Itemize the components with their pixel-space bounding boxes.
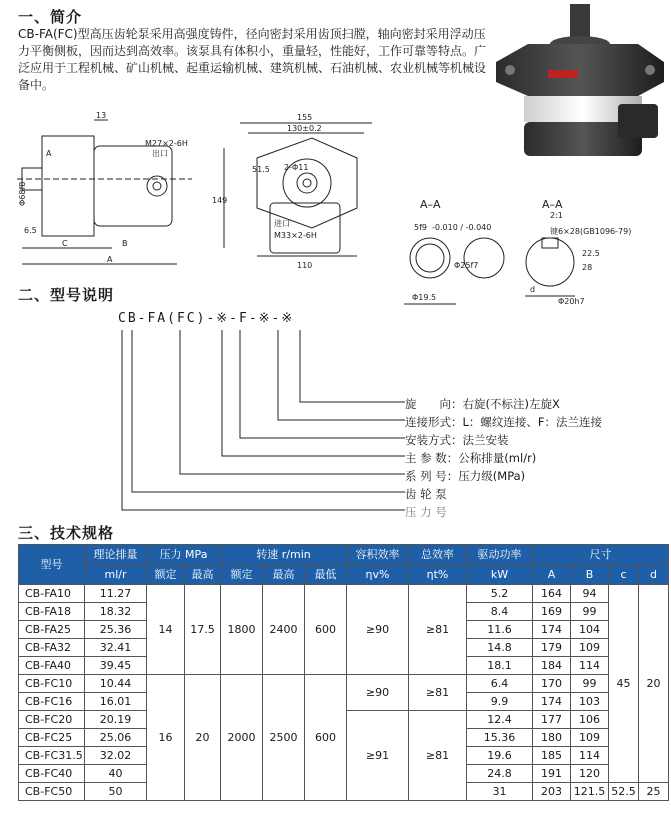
- th-n-rated: 额定: [221, 565, 263, 585]
- aa2-scale: 2:1: [550, 211, 563, 220]
- inlet-thread: M33×2-6H: [274, 231, 317, 240]
- th-tot-unit: ηt%: [409, 565, 467, 585]
- legend-connection: 连接形式：L：螺纹连接、F：法兰连接: [405, 415, 603, 429]
- aa2-shaft-dia: Φ20h7: [558, 297, 585, 306]
- aa2-d-label: d: [530, 285, 536, 294]
- table-cell: 52.5: [609, 783, 639, 801]
- th-pressure: 压力 MPa: [147, 545, 221, 565]
- table-cell: ≥90: [347, 585, 409, 675]
- model-code-leader-lines: [110, 330, 410, 520]
- pump-photo: [488, 4, 668, 164]
- table-cell: 50: [85, 783, 147, 801]
- table-cell: 114: [571, 747, 609, 765]
- table-cell: ≥81: [409, 585, 467, 675]
- th-n-max: 最高: [263, 565, 305, 585]
- legend-series: 系 列 号：压力级(MPa): [405, 469, 526, 483]
- dim-c: C: [62, 239, 68, 248]
- aa1-inner-dia: Φ19.5: [412, 293, 437, 302]
- table-cell: 191: [533, 765, 571, 783]
- th-vol-eff: 容积效率: [347, 545, 409, 565]
- table-cell: 25: [639, 783, 669, 801]
- table-cell: 174: [533, 621, 571, 639]
- table-cell: 14.8: [467, 639, 533, 657]
- dim-130: 130±0.2: [287, 124, 322, 133]
- th-n-min: 最低: [305, 565, 347, 585]
- table-cell: CB-FC40: [19, 765, 85, 783]
- table-cell: 169: [533, 603, 571, 621]
- aa2-dim-22-5: 22.5: [582, 249, 600, 258]
- legend-mounting: 安装方式：法兰安装: [405, 433, 509, 447]
- table-cell: ≥91: [347, 711, 409, 801]
- inlet-label: 进口: [274, 219, 290, 228]
- table-cell: 600: [305, 675, 347, 801]
- table-cell: 32.02: [85, 747, 147, 765]
- table-cell: CB-FC50: [19, 783, 85, 801]
- table-cell: 8.4: [467, 603, 533, 621]
- table-cell: 203: [533, 783, 571, 801]
- table-cell: 2400: [263, 585, 305, 675]
- th-disp: 理论排量: [85, 545, 147, 565]
- aa2-dim-28: 28: [582, 263, 593, 272]
- table-cell: 170: [533, 675, 571, 693]
- mount-hole: 2-Φ11: [284, 163, 309, 172]
- th-power-unit: kW: [467, 565, 533, 585]
- shaft-diameter: Φ68f8: [18, 181, 27, 206]
- th-model: 型号: [19, 545, 85, 585]
- technical-drawing: [12, 108, 492, 313]
- table-cell: 177: [533, 711, 571, 729]
- legend-main-param: 主 参 数：公称排量(ml/r): [405, 451, 537, 465]
- section-mark-a: A: [46, 149, 52, 158]
- table-cell: 94: [571, 585, 609, 603]
- section3-title: 三、技术规格: [18, 524, 115, 542]
- th-b: B: [571, 565, 609, 585]
- table-cell: 16: [147, 675, 185, 801]
- table-cell: 19.6: [467, 747, 533, 765]
- th-p-max: 最高: [185, 565, 221, 585]
- table-cell: CB-FA10: [19, 585, 85, 603]
- table-cell: 1800: [221, 585, 263, 675]
- dim-13: 13: [96, 111, 107, 120]
- table-cell: 18.32: [85, 603, 147, 621]
- spec-table: [18, 544, 669, 801]
- table-cell: 10.44: [85, 675, 147, 693]
- th-d: d: [639, 565, 669, 585]
- outlet-thread: M27×2-6H: [145, 139, 188, 148]
- table-cell: 39.45: [85, 657, 147, 675]
- table-cell: 6.4: [467, 675, 533, 693]
- table-cell: CB-FA25: [19, 621, 85, 639]
- dim-110: 110: [297, 261, 313, 270]
- section1-title: 一、简介: [18, 8, 83, 26]
- table-cell: 2000: [221, 675, 263, 801]
- th-size: 尺寸: [533, 545, 669, 565]
- table-cell: CB-FC31.5: [19, 747, 85, 765]
- table-cell: CB-FA40: [19, 657, 85, 675]
- table-cell: 99: [571, 675, 609, 693]
- th-vol-unit: ηv%: [347, 565, 409, 585]
- table-cell: 185: [533, 747, 571, 765]
- table-cell: 25.06: [85, 729, 147, 747]
- th-power: 驱动功率: [467, 545, 533, 565]
- table-cell: 18.1: [467, 657, 533, 675]
- table-cell: 164: [533, 585, 571, 603]
- table-cell: 20: [185, 675, 221, 801]
- section-aa2-drawing: [500, 196, 670, 306]
- table-cell: 25.36: [85, 621, 147, 639]
- table-cell: 600: [305, 585, 347, 675]
- table-cell: 20.19: [85, 711, 147, 729]
- table-cell: 106: [571, 711, 609, 729]
- table-cell: ≥81: [409, 711, 467, 801]
- table-cell: 15.36: [467, 729, 533, 747]
- dim-a: A: [107, 255, 113, 264]
- table-cell: 109: [571, 639, 609, 657]
- table-cell: CB-FC20: [19, 711, 85, 729]
- outlet-label: 出口: [152, 149, 168, 158]
- table-cell: 20: [639, 585, 669, 783]
- table-cell: 121.5: [571, 783, 609, 801]
- table-cell: 179: [533, 639, 571, 657]
- table-cell: 103: [571, 693, 609, 711]
- table-cell: 184: [533, 657, 571, 675]
- dim-b: B: [122, 239, 128, 248]
- table-cell: 9.9: [467, 693, 533, 711]
- table-cell: ≥81: [409, 675, 467, 711]
- dim-51-5: 51.5: [252, 165, 270, 174]
- intro-paragraph: CB-FA(FC)型高压齿轮泵采用高强度铸件，径向密封采用齿顶扫膛，轴向密封采用浮动压力平衡侧板，因而达到高效率。该泵具有体积小，重量轻，性能好，工作可靠等特点。广泛应用于工程机械、矿山机械、起重运输机械、建筑机械、石油机械、农业机械等机械设备中。: [18, 27, 487, 92]
- dim-6-5: 6.5: [24, 226, 37, 235]
- table-row: [19, 675, 669, 693]
- table-cell: CB-FA18: [19, 603, 85, 621]
- dim-149: 149: [212, 196, 228, 205]
- th-tot-eff: 总效率: [409, 545, 467, 565]
- table-cell: 40: [85, 765, 147, 783]
- table-cell: 17.5: [185, 585, 221, 675]
- aa2-key: 键6×28(GB1096-79): [550, 227, 632, 236]
- section2-title: 二、型号说明: [18, 286, 115, 304]
- table-cell: 31: [467, 783, 533, 801]
- legend-gear-pump: 齿 轮 泵: [405, 487, 447, 501]
- legend-pressure-no: 压 力 号: [405, 505, 447, 519]
- th-a: A: [533, 565, 571, 585]
- table-cell: 174: [533, 693, 571, 711]
- th-speed: 转速 r/min: [221, 545, 347, 565]
- table-cell: 99: [571, 603, 609, 621]
- table-cell: 109: [571, 729, 609, 747]
- aa1-outer-dia: Φ25f7: [454, 261, 479, 270]
- table-cell: CB-FA32: [19, 639, 85, 657]
- table-cell: 12.4: [467, 711, 533, 729]
- table-cell: 5.2: [467, 585, 533, 603]
- legend-rotation: 旋 向：右旋(不标注)左旋X: [405, 397, 560, 411]
- aa1-key-width: 5f9: [414, 223, 427, 232]
- th-p-rated: 额定: [147, 565, 185, 585]
- th-c: c: [609, 565, 639, 585]
- aa1-title: A–A: [420, 198, 441, 211]
- table-cell: 104: [571, 621, 609, 639]
- table-cell: 14: [147, 585, 185, 675]
- table-cell: 11.6: [467, 621, 533, 639]
- th-disp-unit: ml/r: [85, 565, 147, 585]
- dim-155: 155: [297, 113, 313, 122]
- table-cell: 114: [571, 657, 609, 675]
- aa1-tolerance: -0.010 / -0.040: [432, 223, 492, 232]
- table-cell: 11.27: [85, 585, 147, 603]
- table-cell: CB-FC10: [19, 675, 85, 693]
- table-cell: CB-FC16: [19, 693, 85, 711]
- model-code: CB-FA(FC)-※-F-※-※: [118, 311, 295, 326]
- table-cell: ≥90: [347, 675, 409, 711]
- table-cell: 45: [609, 585, 639, 783]
- table-cell: 180: [533, 729, 571, 747]
- table-cell: 2500: [263, 675, 305, 801]
- aa2-title: A–A: [542, 198, 563, 211]
- table-cell: 16.01: [85, 693, 147, 711]
- table-cell: 24.8: [467, 765, 533, 783]
- table-cell: CB-FC25: [19, 729, 85, 747]
- table-cell: 120: [571, 765, 609, 783]
- table-cell: 32.41: [85, 639, 147, 657]
- table-row: [19, 585, 669, 603]
